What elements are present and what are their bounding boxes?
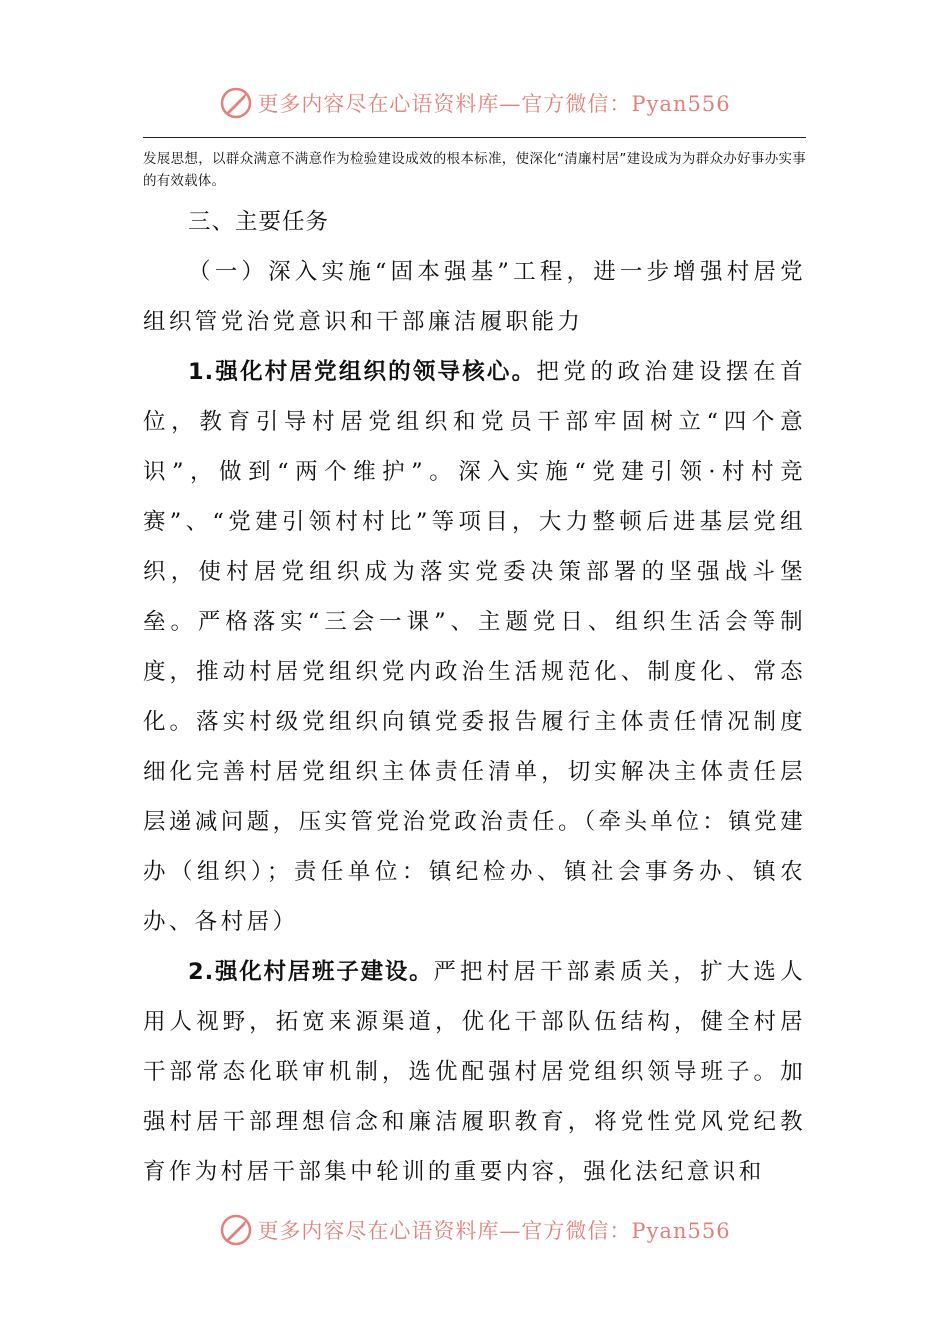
item-1-title: 1.强化村居党组织的领导核心。 — [188, 359, 537, 385]
item-2-paragraph — [143, 947, 806, 1197]
header-rule — [143, 137, 806, 138]
continued-paragraph: 发展思想，以群众满意不满意作为检验建设成效的根本标准，使深化“清廉村居”建设成为为群众办好事办实事的有效载体。 — [143, 151, 806, 189]
item-1-paragraph — [143, 347, 806, 947]
watermark-footer — [0, 1213, 950, 1247]
section-heading: 三、主要任务 — [188, 209, 330, 235]
pen-logo-icon — [219, 86, 253, 120]
watermark-text: 更多内容尽在心语资料库—官方微信：Pyan556 — [257, 92, 731, 116]
pen-logo-icon — [219, 1213, 253, 1247]
body-content — [143, 197, 806, 1197]
watermark-header — [0, 86, 950, 120]
subheading: （一）深入实施“固本强基”工程，进一步增强村居党组织管党治党意识和干部廉洁履职能力 — [143, 259, 806, 335]
item-2-title: 2.强化村居班子建设。 — [188, 959, 434, 985]
item-2-body: 严把村居干部素质关，扩大选人用人视野，拓宽来源渠道，优化干部队伍结构，健全村居干部常态化联审机制，选优配强村居党组织领导班子。加强村居干部理想信念和廉洁履职教育，将党性党风党纪教育作为村居干部集中轮训的重要内容，强化法纪意识和 — [143, 959, 806, 1185]
item-1-body: 把党的政治建设摆在首位，教育引导村居党组织和党员干部牢固树立“四个意识”，做到“两个维护”。深入实施“党建引领·村村竞赛”、“党建引领村村比”等项目，大力整顿后进基层党组织，使村居党组织成为落实党委决策部署的坚强战斗堡垒。严格落实“三会一课”、主题党日、组织生活会等制度，推动村居党组织党内政治生活规范化、制度化、常态化。落实村级党组织向镇党委报告履行主体责任情况制度细化完善村居党组织主体责任清单，切实解决主体责任层层递减问题，压实管党治党政治责任。（牵头单位：镇党建办（组织）；责任单位：镇纪检办、镇社会事务办、镇农办、各村居） — [143, 359, 806, 935]
watermark-text-footer: 更多内容尽在心语资料库—官方微信：Pyan556 — [257, 1219, 731, 1243]
